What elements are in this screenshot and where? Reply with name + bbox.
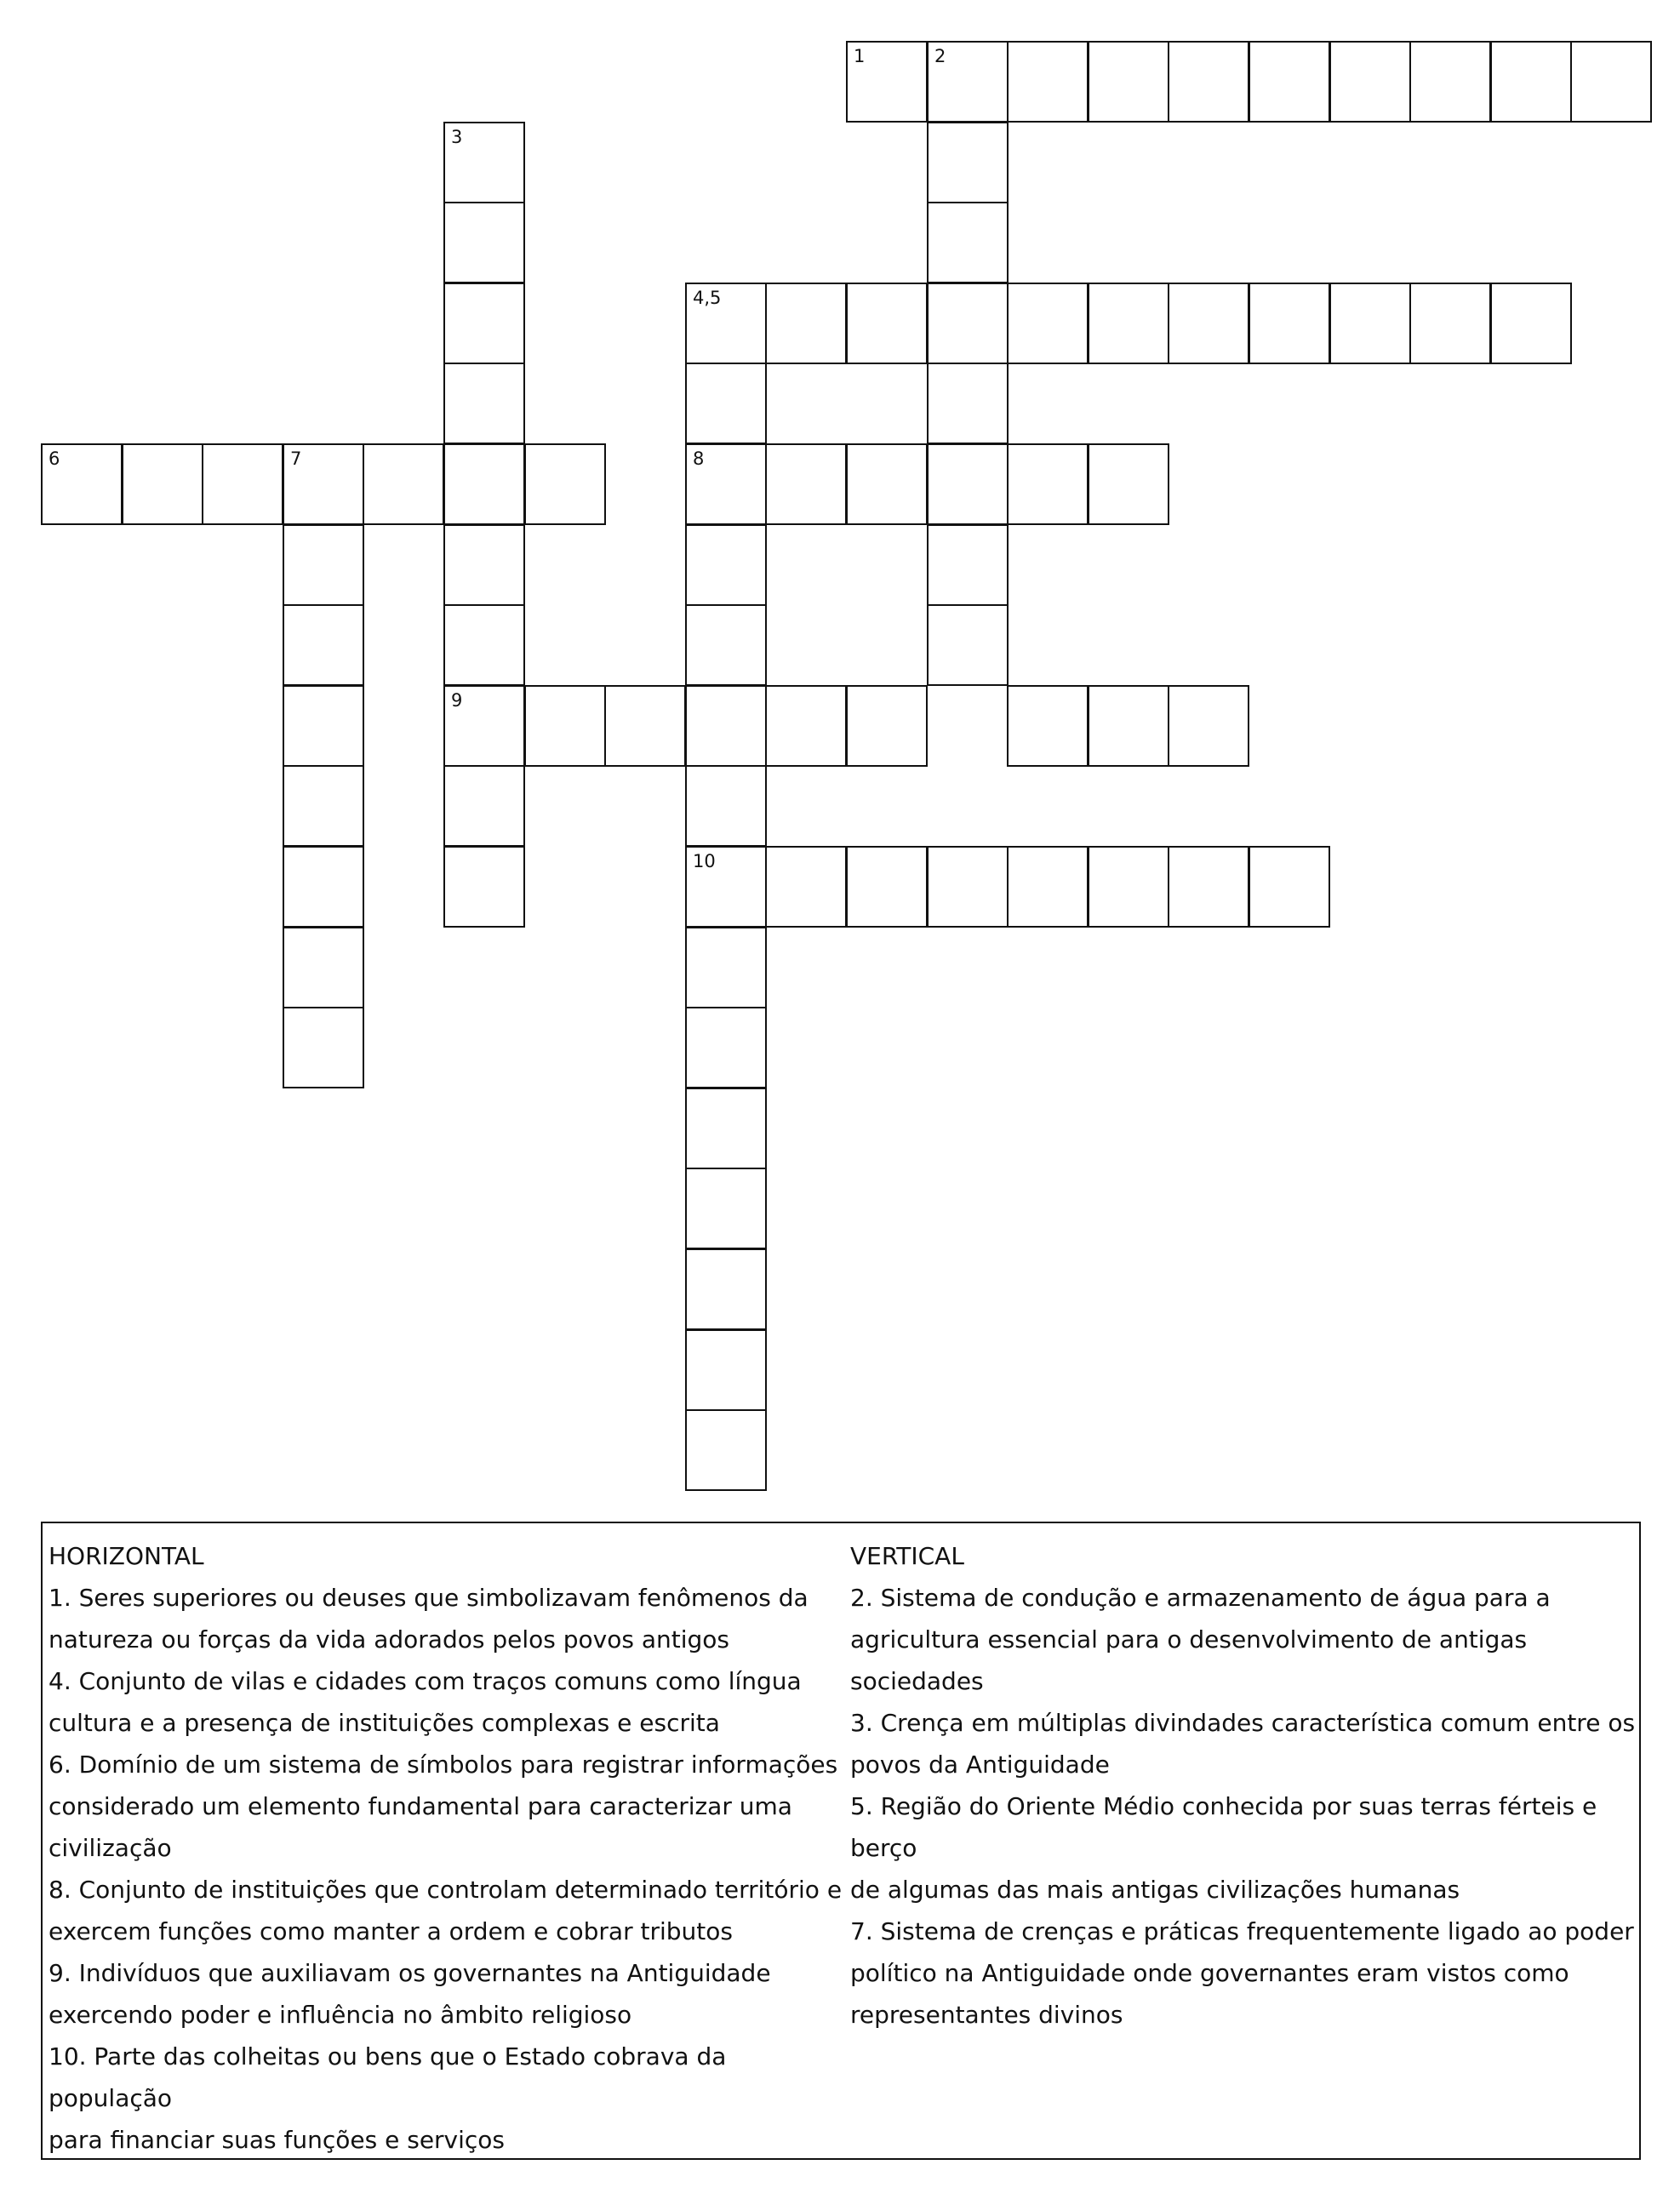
crossword-cell[interactable] bbox=[846, 283, 928, 364]
crossword-cell[interactable] bbox=[1249, 41, 1330, 123]
crossword-cell[interactable] bbox=[685, 283, 767, 364]
clues-box bbox=[41, 1522, 1641, 2160]
crossword-cell[interactable] bbox=[41, 443, 123, 525]
crossword-cell[interactable] bbox=[1088, 685, 1169, 767]
crossword-cell[interactable] bbox=[443, 363, 525, 444]
crossword-cell[interactable] bbox=[1329, 41, 1411, 123]
crossword-cell[interactable] bbox=[122, 443, 203, 525]
crossword-cell[interactable] bbox=[283, 846, 364, 928]
crossword-cell[interactable] bbox=[685, 1007, 767, 1088]
clue-number: 1 bbox=[854, 46, 866, 66]
crossword-cell[interactable] bbox=[443, 524, 525, 606]
clue-number: 3 bbox=[451, 127, 463, 147]
crossword-cell[interactable] bbox=[685, 1248, 767, 1330]
crossword-cell[interactable] bbox=[846, 846, 928, 928]
crossword-cell[interactable] bbox=[927, 363, 1009, 444]
crossword-cell[interactable] bbox=[927, 443, 1009, 525]
crossword-cell[interactable] bbox=[1249, 846, 1330, 928]
crossword-cell[interactable] bbox=[1570, 41, 1652, 123]
horizontal-clues bbox=[49, 1535, 849, 2161]
crossword-cell[interactable] bbox=[283, 685, 364, 767]
crossword-cell[interactable] bbox=[1168, 685, 1249, 767]
crossword-cell[interactable] bbox=[927, 846, 1009, 928]
clue-line: 7. Sistema de crenças e práticas frequentemente ligado ao poder bbox=[850, 1917, 1634, 1945]
clue-number: 6 bbox=[49, 448, 60, 469]
crossword-cell[interactable] bbox=[283, 927, 364, 1008]
crossword-cell[interactable] bbox=[363, 443, 444, 525]
crossword-cell[interactable] bbox=[846, 41, 928, 123]
crossword-cell[interactable] bbox=[1088, 41, 1169, 123]
crossword-cell[interactable] bbox=[685, 363, 767, 444]
crossword-cell[interactable] bbox=[685, 604, 767, 686]
crossword-cell[interactable] bbox=[283, 524, 364, 606]
crossword-cell[interactable] bbox=[685, 685, 767, 767]
crossword-cell[interactable] bbox=[765, 443, 847, 525]
crossword-cell[interactable] bbox=[443, 202, 525, 283]
clue-line: de algumas das mais antigas civilizações humanas bbox=[850, 1876, 1460, 1904]
crossword-cell[interactable] bbox=[685, 846, 767, 928]
crossword-cell[interactable] bbox=[1007, 41, 1089, 123]
clue-line: considerado um elemento fundamental para caracterizar uma bbox=[49, 1792, 792, 1820]
crossword-cell[interactable] bbox=[1490, 283, 1572, 364]
crossword-cell[interactable] bbox=[443, 765, 525, 847]
clue-number: 2 bbox=[934, 46, 946, 66]
crossword-cell[interactable] bbox=[846, 443, 928, 525]
crossword-cell[interactable] bbox=[1007, 443, 1089, 525]
crossword-cell[interactable] bbox=[765, 283, 847, 364]
crossword-cell[interactable] bbox=[283, 604, 364, 686]
crossword-cell[interactable] bbox=[685, 765, 767, 847]
crossword-cell[interactable] bbox=[1007, 846, 1089, 928]
crossword-cell[interactable] bbox=[1168, 283, 1249, 364]
crossword-cell[interactable] bbox=[443, 122, 525, 203]
crossword-cell[interactable] bbox=[283, 1007, 364, 1088]
clue-line: natureza ou forças da vida adorados pelos povos antigos bbox=[49, 1625, 729, 1654]
crossword-cell[interactable] bbox=[1409, 41, 1491, 123]
crossword-cell[interactable] bbox=[685, 1329, 767, 1411]
crossword-cell[interactable] bbox=[283, 443, 364, 525]
clue-line: 1. Seres superiores ou deuses que simbolizavam fenômenos da bbox=[49, 1584, 809, 1612]
crossword-cell[interactable] bbox=[765, 846, 847, 928]
crossword-cell[interactable] bbox=[1409, 283, 1491, 364]
clue-line: para financiar suas funções e serviços bbox=[49, 2126, 506, 2154]
crossword-cell[interactable] bbox=[927, 604, 1009, 686]
crossword-cell[interactable] bbox=[927, 41, 1009, 123]
crossword-cell[interactable] bbox=[1007, 283, 1089, 364]
crossword-cell[interactable] bbox=[765, 685, 847, 767]
crossword-cell[interactable] bbox=[1249, 283, 1330, 364]
clue-line: 9. Indivíduos que auxiliavam os governantes na Antiguidade bbox=[49, 1959, 771, 1987]
clue-number: 10 bbox=[693, 851, 716, 871]
clue-line: 4. Conjunto de vilas e cidades com traços comuns como língua bbox=[49, 1667, 802, 1695]
horizontal-title: HORIZONTAL bbox=[49, 1542, 204, 1570]
clue-line: 6. Domínio de um sistema de símbolos para registrar informações bbox=[49, 1751, 838, 1779]
crossword-cell[interactable] bbox=[927, 122, 1009, 203]
crossword-cell[interactable] bbox=[524, 443, 606, 525]
crossword-cell[interactable] bbox=[443, 604, 525, 686]
crossword-cell[interactable] bbox=[443, 283, 525, 364]
clue-line: agricultura essencial para o desenvolvimento de antigas sociedades bbox=[850, 1625, 1528, 1695]
crossword-cell[interactable] bbox=[443, 846, 525, 928]
crossword-cell[interactable] bbox=[685, 1168, 767, 1249]
crossword-cell[interactable] bbox=[927, 283, 1009, 364]
crossword-cell[interactable] bbox=[1329, 283, 1411, 364]
clue-line: 5. Região do Oriente Médio conhecida por suas terras férteis e berço bbox=[850, 1792, 1597, 1862]
crossword-cell[interactable] bbox=[685, 1088, 767, 1169]
crossword-cell[interactable] bbox=[846, 685, 928, 767]
crossword-cell[interactable] bbox=[443, 685, 525, 767]
crossword-cell[interactable] bbox=[1490, 41, 1572, 123]
clue-number: 9 bbox=[451, 690, 463, 711]
clue-number: 4,5 bbox=[693, 288, 722, 308]
crossword-cell[interactable] bbox=[1168, 846, 1249, 928]
crossword-cell[interactable] bbox=[927, 202, 1009, 283]
vertical-title: VERTICAL bbox=[850, 1542, 964, 1570]
crossword-cell[interactable] bbox=[1007, 685, 1089, 767]
clue-number: 8 bbox=[693, 448, 705, 469]
crossword-cell[interactable] bbox=[685, 443, 767, 525]
clue-line: 3. Crença em múltiplas divindades característica comum entre os bbox=[850, 1709, 1636, 1737]
crossword-cell[interactable] bbox=[1088, 443, 1169, 525]
clue-line: exercem funções como manter a ordem e cobrar tributos bbox=[49, 1917, 733, 1945]
clue-line: exercendo poder e influência no âmbito religioso bbox=[49, 2001, 632, 2029]
crossword-cell[interactable] bbox=[1088, 283, 1169, 364]
crossword-cell[interactable] bbox=[283, 765, 364, 847]
crossword-cell[interactable] bbox=[927, 524, 1009, 606]
clue-line: cultura e a presença de instituições complexas e escrita bbox=[49, 1709, 720, 1737]
crossword-cell[interactable] bbox=[524, 685, 606, 767]
clue-line: 8. Conjunto de instituições que controlam determinado território e bbox=[49, 1876, 843, 1904]
crossword-cell[interactable] bbox=[443, 443, 525, 525]
crossword-cell[interactable] bbox=[1088, 846, 1169, 928]
vertical-clues bbox=[850, 1535, 1637, 2036]
crossword-cell[interactable] bbox=[685, 524, 767, 606]
crossword-cell[interactable] bbox=[1168, 41, 1249, 123]
crossword-cell[interactable] bbox=[604, 685, 686, 767]
clue-line: 10. Parte das colheitas ou bens que o Estado cobrava da população bbox=[49, 2042, 727, 2112]
clue-line: representantes divinos bbox=[850, 2001, 1123, 2029]
crossword-cell[interactable] bbox=[202, 443, 283, 525]
clue-number: 7 bbox=[290, 448, 302, 469]
crossword-cell[interactable] bbox=[685, 1409, 767, 1491]
clue-line: povos da Antiguidade bbox=[850, 1751, 1110, 1779]
crossword-cell[interactable] bbox=[685, 927, 767, 1008]
clue-line: político na Antiguidade onde governantes eram vistos como bbox=[850, 1959, 1569, 1987]
clue-line: 2. Sistema de condução e armazenamento de água para a bbox=[850, 1584, 1551, 1612]
clue-line: civilização bbox=[49, 1834, 172, 1862]
